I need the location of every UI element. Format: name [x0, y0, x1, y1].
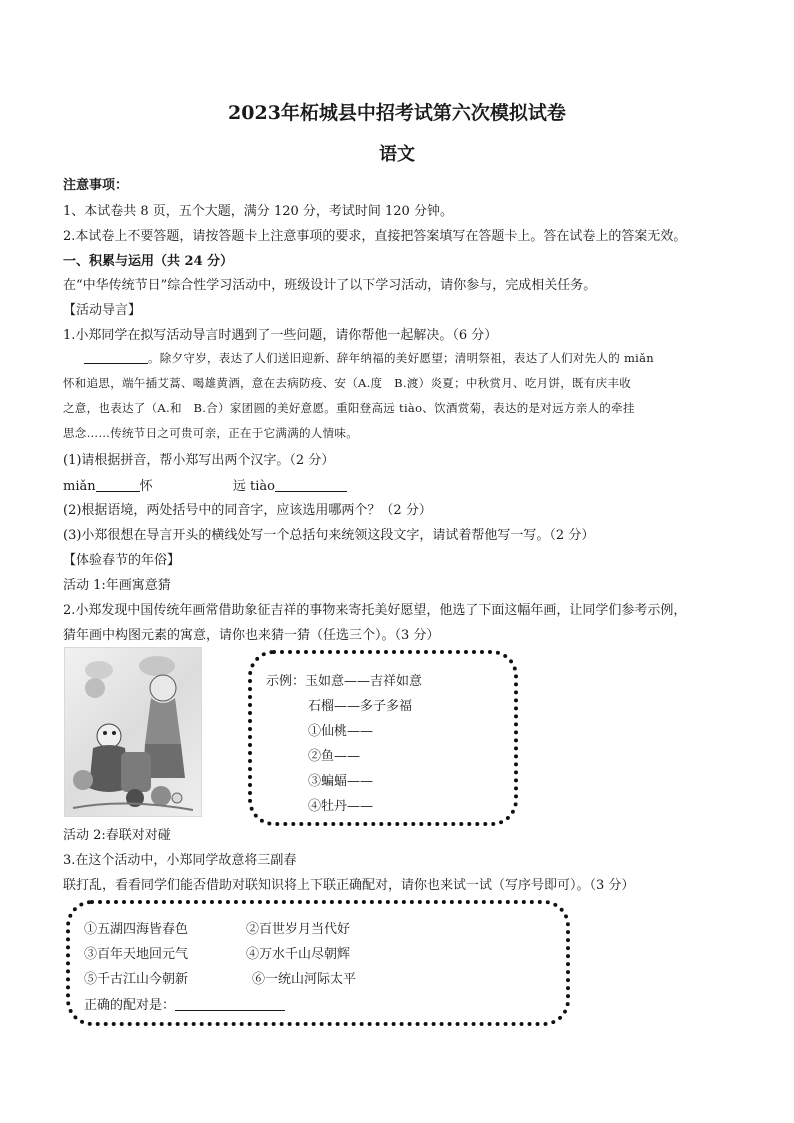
activity-guide-label: 【活动导言】 [63, 303, 142, 318]
question-1-2: (2)根据语境，两处括号中的同音字，应该选用哪两个？（2 分） [63, 503, 432, 518]
item-peach: ①仙桃—— [308, 724, 374, 739]
answer-blank[interactable] [175, 998, 285, 1011]
pinyin-tiao: 远 tiào [232, 479, 275, 494]
section-intro: 在“中华传统节日”综合性学习活动中，班级设计了以下学习活动，请你参与，完成相关任务。 [63, 278, 597, 293]
pinyin-mian-tail: 怀 [139, 479, 153, 494]
notice-item-2: 2.本试卷上不要答题，请按答题卡上注意事项的要求，直接把答案填写在答题卡上。答在试卷上的答案无效。 [63, 229, 687, 244]
pinyin-blank-1[interactable] [96, 479, 140, 492]
summary-blank[interactable] [84, 351, 148, 364]
new-year-painting-illustration [65, 648, 201, 816]
couplet-1: ①五湖四海皆春色 [84, 922, 189, 937]
question-1-1: (1)请根据拼音，帮小郑写出两个汉字。（2 分） [63, 453, 335, 468]
example-pomegranate: 石榴——多子多福 [308, 699, 413, 714]
couplet-dotted-box [66, 900, 570, 1026]
couplet-2: ②百世岁月当代好 [246, 922, 351, 937]
question-2-line-1: 2.小郑发现中国传统年画常借助象征吉祥的事物来寄托美好愿望，他选了下面这幅年画，让同学们参考示例， [63, 603, 687, 618]
notice-heading: 注意事项： [63, 178, 129, 193]
answer-label: 正确的配对是： [84, 998, 176, 1013]
pinyin-line [63, 475, 347, 494]
activity-2-label: 活动 2:春联对对碰 [63, 828, 171, 843]
exam-title: 2023年柘城县中招考试第六次模拟试卷 [228, 102, 566, 124]
activity-1-label: 活动 1:年画寓意猜 [63, 578, 171, 593]
passage-line-3: 之意，也表达了（A.和 B.合）家团圆的美好意愿。重阳登高远 tiào、饮酒赏菊，表达的是对远方亲人的牵挂 [63, 401, 635, 415]
question-3-line-1: 3.在这个活动中，小郑同学故意将三副春 [63, 853, 297, 868]
example-ruyi: 示例：玉如意——吉祥如意 [266, 674, 423, 689]
passage-line-1: 。除夕守岁，表达了人们送旧迎新、辞年纳福的美好愿望；清明祭祖，表达了人们对先人的 miǎn [84, 350, 654, 366]
item-bat: ③蝙蝠—— [308, 774, 374, 789]
passage-line-4: 思念……传统节日之可贵可亲，正在于它满满的人情味。 [63, 426, 358, 440]
pinyin-blank-2[interactable] [275, 479, 347, 492]
passage-line-2: 怀和追思，端午插艾蒿、喝雄黄酒，意在去病防疫、安（A.度 B.渡）炎夏；中秋赏月、吃月饼，既有庆丰收 [63, 376, 632, 390]
couplet-6: ⑥一统山河际太平 [252, 972, 357, 987]
new-year-painting-image [64, 647, 202, 817]
experience-label: 【体验春节的年俗】 [63, 553, 181, 568]
question-3-line-2: 联打乱，看看同学们能否借助对联知识将上下联正确配对，请你也来试一试（写序号即可）。（3 分） [63, 878, 635, 893]
couplet-4: ④万水千山尽朝辉 [246, 947, 351, 962]
question-1-3: (3)小郑很想在导言开头的横线处写一个总括句来统领这段文字，请试着帮他写一写。（2 分） [63, 528, 595, 543]
example-dotted-box [248, 650, 518, 826]
notice-item-1: 1、本试卷共 8 页，五个大题，满分 120 分，考试时间 120 分钟。 [63, 204, 453, 219]
item-fish: ②鱼—— [308, 749, 361, 764]
item-peony: ④牡丹—— [308, 799, 374, 814]
question-2-line-2: 猜年画中构图元素的寓意，请你也来猜一猜（任选三个）。（3 分） [63, 628, 440, 643]
section-heading: 一、积累与运用（共 24 分） [63, 254, 234, 269]
subject-title: 语文 [379, 144, 415, 165]
couplet-5: ⑤千古江山今朝新 [84, 972, 189, 987]
pinyin-mian: miǎn [63, 479, 96, 494]
couplet-3: ③百年天地回元气 [84, 947, 189, 962]
question-1: 1.小郑同学在拟写活动导言时遇到了一些问题，请你帮他一起解决。（6 分） [63, 328, 498, 343]
answer-line [84, 994, 285, 1013]
